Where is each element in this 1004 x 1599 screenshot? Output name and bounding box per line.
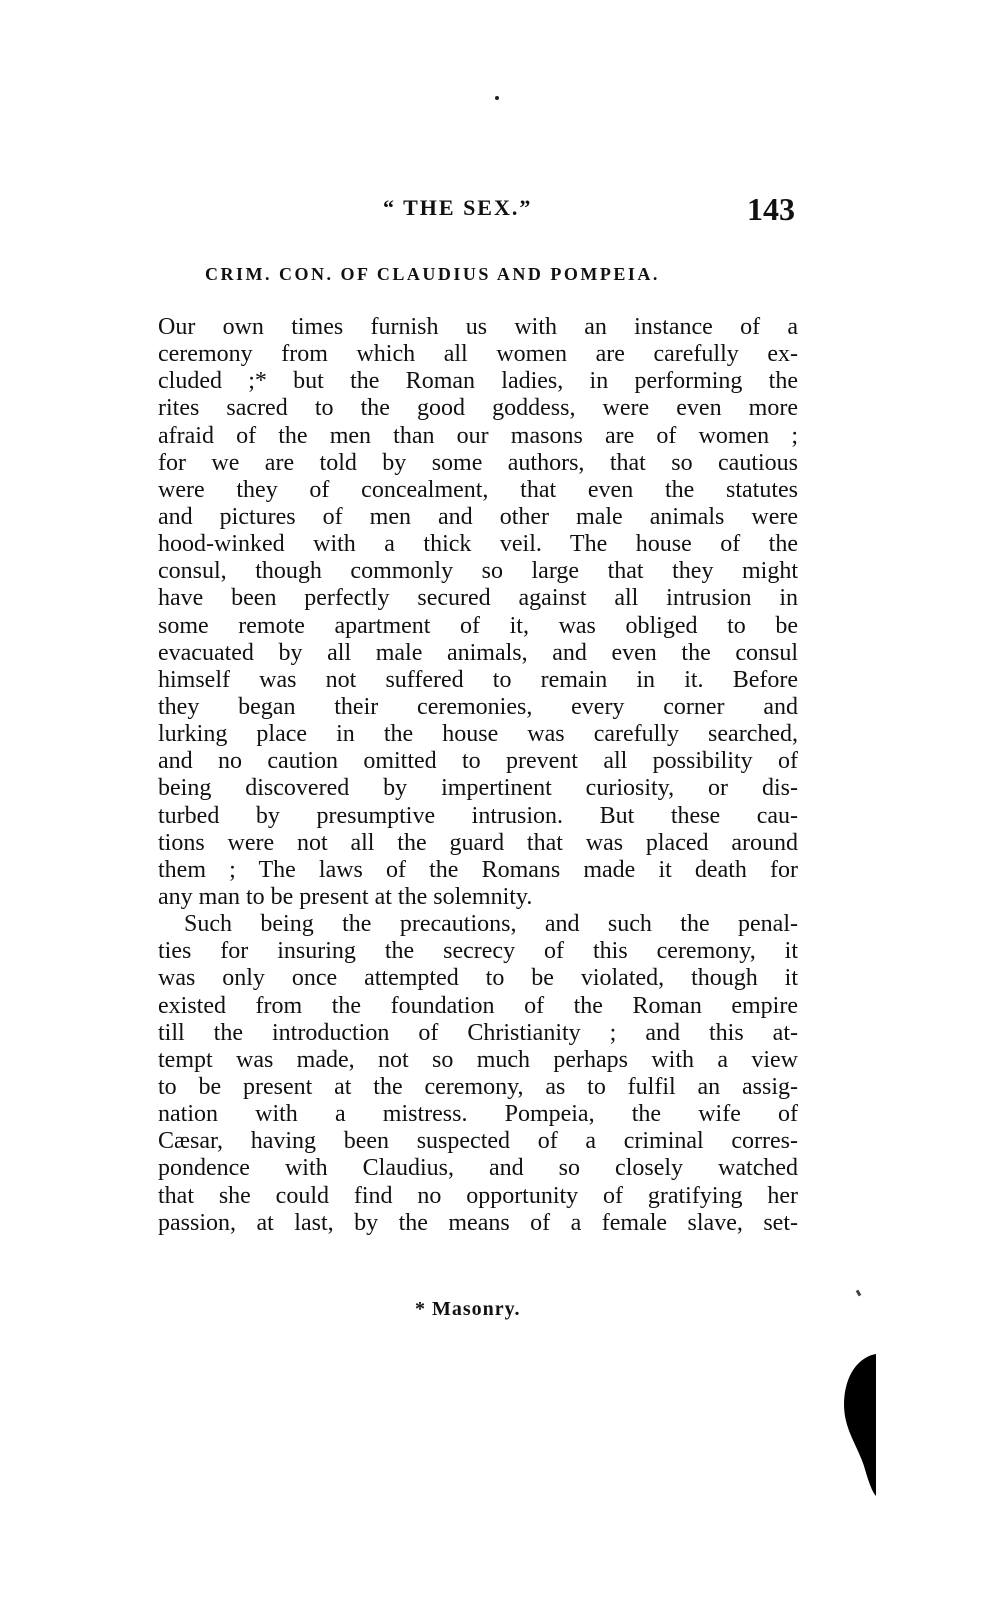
text-line: and no caution omitted to prevent all possibility of — [158, 748, 798, 775]
text-line: Such being the precautions, and such the penal- — [184, 911, 798, 938]
text-line: ceremony from which all women are carefully ex- — [158, 341, 798, 368]
text-line: were they of concealment, that even the statutes — [158, 476, 798, 503]
text-line: to be present at the ceremony, as to fulfil an assig- — [158, 1073, 798, 1100]
text-line: rites sacred to the good goddess, were even more — [158, 395, 798, 422]
text-line: ties for insuring the secrecy of this ceremony, it — [158, 938, 798, 965]
text-line: being discovered by impertinent curiosity, or dis- — [158, 775, 798, 802]
text-line: have been perfectly secured against all intrusion in — [158, 585, 798, 612]
text-line: afraid of the men than our masons are of women ; — [158, 422, 798, 449]
running-head — [155, 191, 795, 235]
text-line: cluded ;* but the Roman ladies, in performing the — [158, 368, 798, 395]
text-line: nation with a mistress. Pompeia, the wife of — [158, 1101, 798, 1128]
print-speck — [495, 96, 499, 100]
text-line: Cæsar, having been suspected of a criminal corres- — [158, 1128, 798, 1155]
text-line: till the introduction of Christianity ; and this at- — [158, 1019, 798, 1046]
body-text — [158, 314, 798, 1237]
text-line: that she could find no opportunity of gratifying her — [158, 1182, 798, 1209]
page-number: 143 — [747, 191, 795, 227]
text-line: existed from the foundation of the Roman empire — [158, 992, 798, 1019]
text-line: tions were not all the guard that was placed around — [158, 829, 798, 856]
text-line: Our own times furnish us with an instance of a — [158, 314, 798, 340]
text-line: tempt was made, not so much perhaps with a view — [158, 1046, 798, 1073]
text-line: them ; The laws of the Romans made it death for — [158, 856, 798, 883]
text-line: some remote apartment of it, was obliged to be — [158, 612, 798, 639]
text-line: they began their ceremonies, every corner and — [158, 693, 798, 720]
print-speck — [856, 1290, 862, 1297]
running-title: “ THE SEX.” — [383, 195, 533, 220]
text-line: and pictures of men and other male animals were — [158, 503, 798, 530]
ink-blot-mark — [842, 1354, 876, 1496]
text-line: himself was not suffered to remain in it. Before — [158, 666, 798, 693]
text-line: pondence with Claudius, and so closely watched — [158, 1155, 798, 1182]
text-line: turbed by presumptive intrusion. But these cau- — [158, 802, 798, 829]
text-line: any man to be present at the solemnity. — [158, 883, 533, 910]
text-line: evacuated by all male animals, and even the consul — [158, 639, 798, 666]
footnote: * Masonry. — [415, 1298, 521, 1320]
text-line: passion, at last, by the means of a female slave, set- — [158, 1209, 798, 1236]
text-line: consul, though commonly so large that they might — [158, 558, 798, 585]
text-line: was only once attempted to be violated, though it — [158, 965, 798, 992]
text-line: lurking place in the house was carefully searched, — [158, 721, 798, 748]
text-line: hood-winked with a thick veil. The house of the — [158, 531, 798, 558]
text-line: for we are told by some authors, that so cautious — [158, 449, 798, 476]
section-heading: CRIM. CON. OF CLAUDIUS AND POMPEIA. — [205, 264, 660, 284]
